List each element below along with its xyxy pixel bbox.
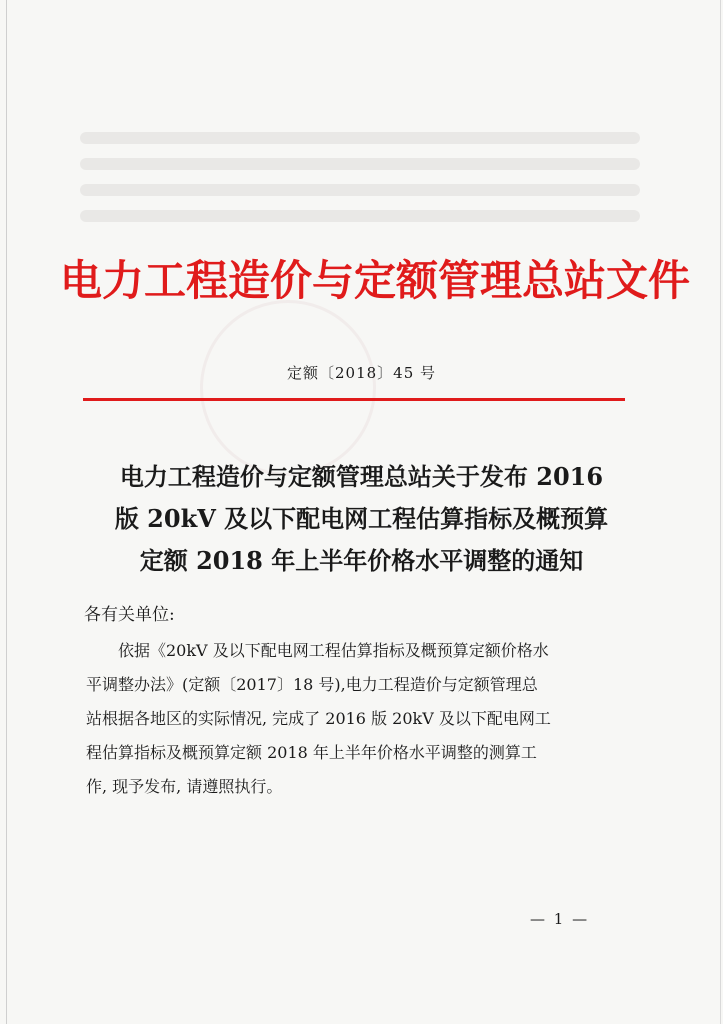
- faint-seal-ghost: [200, 300, 376, 476]
- notice-title-line: 版 20kV 及以下配电网工程估算指标及概预算: [114, 504, 609, 533]
- notice-title: [70, 456, 653, 582]
- page-edge-right: [720, 0, 721, 1024]
- notice-title-line: 电力工程造价与定额管理总站关于发布 2016: [119, 462, 604, 491]
- body-line: 程估算指标及概预算定额 2018 年上半年价格水平调整的测算工: [86, 743, 537, 762]
- body-paragraph: [86, 634, 638, 804]
- body-line: 站根据各地区的实际情况, 完成了 2016 版 20kV 及以下配电网工: [86, 709, 551, 728]
- page-number: — 1 —: [530, 910, 590, 928]
- body-line: 依据《20kV 及以下配电网工程估算指标及概预算定额价格水: [86, 641, 549, 660]
- red-divider-line: [83, 398, 625, 401]
- document-header-title: 电力工程造价与定额管理总站文件: [60, 256, 691, 305]
- notice-title-line: 定额 2018 年上半年价格水平调整的通知: [139, 546, 584, 575]
- show-through-bleed: [80, 118, 640, 228]
- body-line: 作, 现予发布, 请遵照执行。: [86, 777, 283, 796]
- document-number: 定额〔2018〕45 号: [286, 364, 437, 382]
- salutation: 各有关单位:: [84, 605, 175, 625]
- page-edge-left: [6, 0, 7, 1024]
- body-line: 平调整办法》(定额〔2017〕18 号),电力工程造价与定额管理总: [86, 675, 538, 694]
